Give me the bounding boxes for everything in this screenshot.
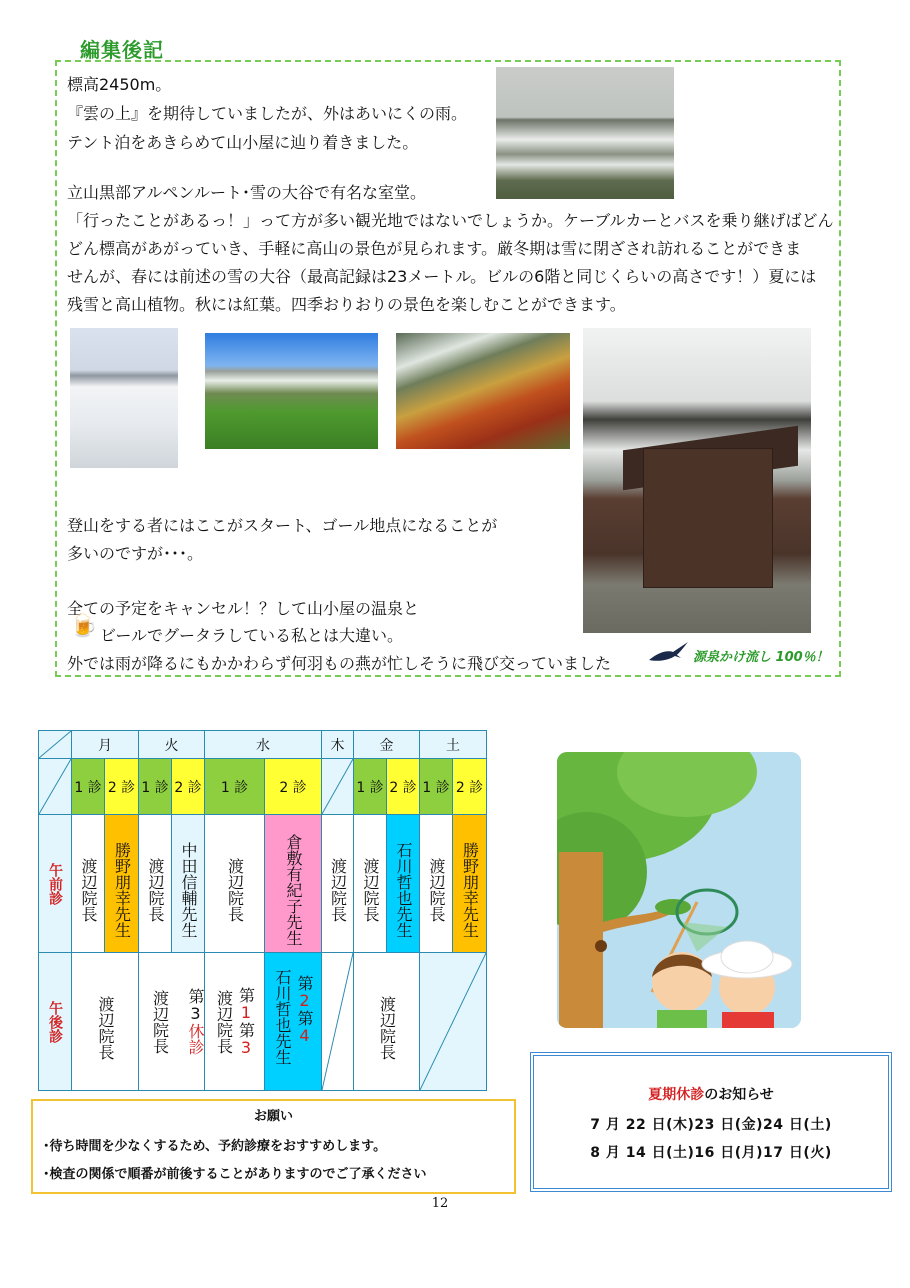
bath-caption: 源泉かけ流し 100％！: [693, 650, 829, 665]
day-header-wed: 水: [205, 731, 322, 759]
essay-line: 『雲の上』を期待していましたが、外はあいにくの雨。: [67, 104, 468, 123]
pm-label-text: 午後診: [47, 1000, 63, 1043]
pm-wed-1-note-c: 第: [236, 1021, 256, 1038]
am-tue-1-doctor: 渡辺院長: [146, 857, 165, 922]
am-wed-2-doctor: 倉敷有紀子先生: [284, 833, 303, 946]
essay-line: 外では雨が降るにもかかわらず何羽もの燕が忙しそうに飛び交っていました: [67, 654, 612, 673]
pm-wed-1-note-a: 第: [236, 986, 256, 1003]
shift-1-sat: 1 診: [420, 759, 453, 815]
am-sat-2-doctor: 勝野朋幸先生: [460, 841, 480, 938]
essay-line: どん標高があがっていき、手軽に高山の景色が見られます。厳冬期は雪に閉ざされ訪れることができま: [67, 239, 802, 258]
pm-thu-closed-cell: [322, 953, 354, 1091]
kids-insect-net-illustration: [557, 752, 801, 1028]
pm-wed-2-note-a: 第: [295, 975, 314, 991]
essay-line: せんが、春には前述の雪の大谷（最高記録は23メートル。ビルの6階と同じくらいの高さです！）夏には: [67, 267, 817, 286]
shift-2-fri: 2 診: [387, 759, 420, 815]
shift-1-mon: 1 診: [72, 759, 105, 815]
snow-wall-photo: [70, 328, 178, 468]
hut-building: [643, 448, 773, 588]
pm-tue-note-closed: 休診: [186, 1023, 205, 1055]
clinic-schedule-table: [38, 730, 487, 1091]
essay-line: テント泊をあきらめて山小屋に辿り着きました。: [67, 133, 419, 152]
shift-2-sat: 2 診: [453, 759, 487, 815]
notice-title-emphasis: 夏期休診: [648, 1087, 705, 1103]
am-tue-2-doctor: 中田信輔先生: [179, 841, 198, 938]
notice-title: [534, 1084, 888, 1104]
mountain-photo: [496, 67, 674, 199]
essay-line: ビールでグータラしている私とは大違い。: [100, 626, 404, 645]
am-fri-2-doctor: 石川哲也先生: [394, 841, 413, 938]
notice-title-rest: のお知らせ: [704, 1087, 774, 1103]
page-number: 12: [431, 1196, 449, 1211]
pm-wed-2-note-b: 2: [295, 991, 314, 1010]
notice-dates-july: 7 月 22 日(木)23 日(金)24 日(土): [590, 1117, 832, 1133]
pm-mon-doctor: 渡辺院長: [96, 995, 115, 1060]
pm-wed-2-doctor: 石川哲也先生: [273, 969, 292, 1065]
am-wed-1-doctor: 渡辺院長: [225, 857, 245, 922]
summer-kids-illustration: [557, 752, 801, 1028]
pm-wed-2-note-d: 4: [295, 1026, 314, 1045]
essay-line: 標高2450m。: [67, 75, 172, 94]
request-line: ･待ち時間を少なくするため、予約診療をおすすめします。: [43, 1139, 387, 1154]
swallow-icon: [647, 640, 689, 666]
essay-line: 全ての予定をキャンセル！？して山小屋の温泉と: [67, 599, 420, 618]
request-title: お願い: [253, 1109, 293, 1124]
essay-line: 「行ったことがあるっ！」って方が多い観光地ではないでしょうか。ケーブルカーとバスを乗り継げばどん: [67, 211, 834, 230]
day-header-fri: 金: [354, 731, 420, 759]
am-label: [39, 815, 72, 953]
day-header-thu: 木: [322, 731, 354, 759]
corner-cell: [39, 731, 72, 759]
request-line: ･検査の関係で順番が前後することがありますのでご了承ください: [43, 1167, 427, 1182]
beer-icon: 🍺: [70, 614, 98, 639]
am-label-text: 午前診: [47, 862, 63, 905]
shift-1-wed: 1 診: [205, 759, 265, 815]
summer-closure-notice: [530, 1052, 892, 1192]
summer-alpine-photo: [205, 333, 378, 449]
shift-2-mon: 2 診: [105, 759, 139, 815]
shift-1-tue: 1 診: [139, 759, 172, 815]
pm-label: [39, 953, 72, 1091]
thu-shift-cell: [322, 759, 354, 815]
shift-2-tue: 2 診: [172, 759, 205, 815]
request-box: [31, 1099, 516, 1194]
am-fri-1-doctor: 渡辺院長: [361, 857, 380, 922]
essay-line: 立山黒部アルペンルート･雪の大谷で有名な室堂。: [67, 183, 426, 202]
pm-fri-doctor: 渡辺院長: [377, 995, 397, 1060]
pm-sat-closed-cell: [420, 953, 487, 1091]
am-thu-doctor: 渡辺院長: [328, 857, 348, 922]
am-mon-2-doctor: 勝野朋幸先生: [112, 841, 132, 938]
day-header-tue: 火: [139, 731, 205, 759]
day-header-mon: 月: [72, 731, 139, 759]
essay-line: 登山をする者にはここがスタート、ゴール地点になることが: [67, 516, 498, 535]
day-header-sat: 土: [420, 731, 487, 759]
pm-tue-doctor: 渡辺院長: [150, 989, 170, 1054]
pm-wed-1-note-d: 3: [236, 1037, 256, 1057]
pm-wed-2-note: [295, 955, 313, 1065]
pm-wed-1-note: [237, 987, 255, 1057]
corner-cell: [39, 759, 72, 815]
notice-dates-august: 8 月 14 日(土)16 日(月)17 日(火): [590, 1145, 832, 1161]
shift-1-fri: 1 診: [354, 759, 387, 815]
pm-tue-note-week: 第3: [186, 988, 205, 1023]
mountain-hut-photo: [583, 328, 811, 633]
shift-2-wed: 2 診: [265, 759, 322, 815]
autumn-leaves-photo: [396, 333, 570, 449]
pm-wed-1-note-b: 1: [236, 1002, 256, 1022]
am-mon-1-doctor: 渡辺院長: [79, 857, 98, 922]
essay-line: 残雪と高山植物。秋には紅葉。四季おりおりの景色を楽しむことができます。: [67, 295, 626, 314]
page-heading: 編集後記: [80, 38, 164, 62]
pm-tue-note: [186, 988, 204, 1055]
pm-wed-1-doctor: 渡辺院長: [214, 989, 234, 1054]
am-sat-1-doctor: 渡辺院長: [427, 857, 446, 922]
pm-wed-2-note-c: 第: [295, 1010, 314, 1026]
essay-line: 多いのですが･･･。: [67, 544, 204, 563]
